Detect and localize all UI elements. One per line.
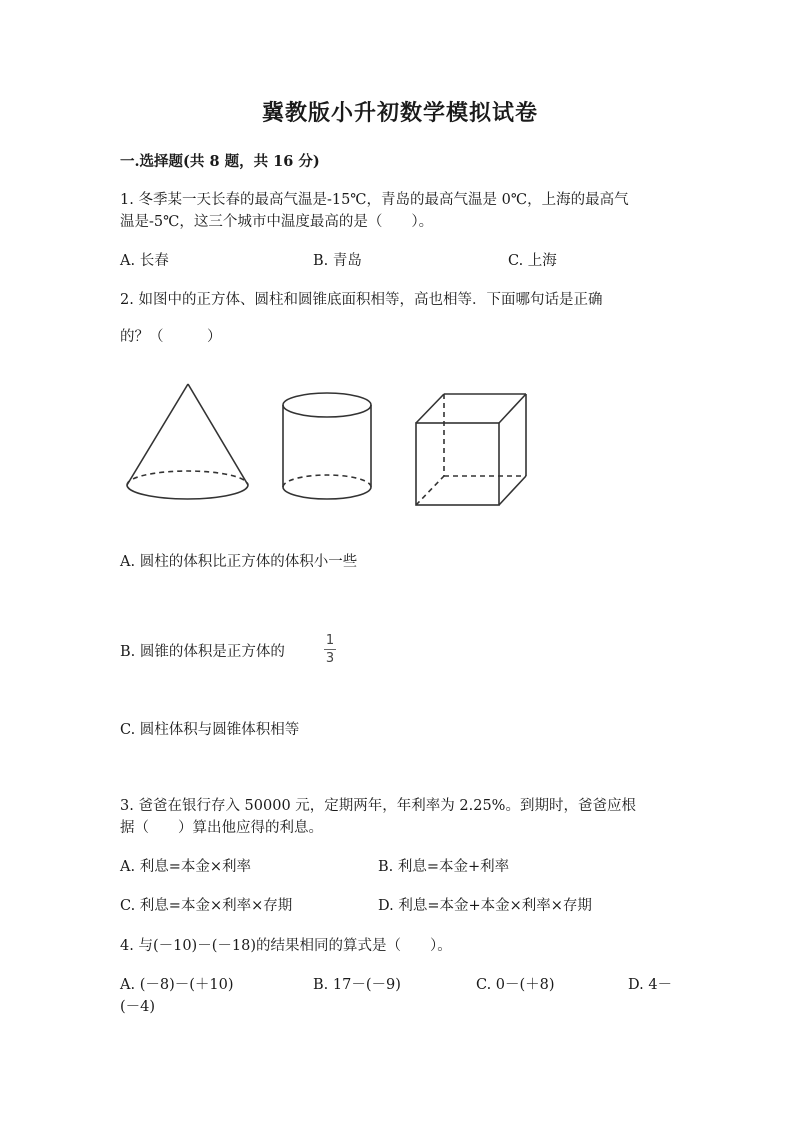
- q4-stem: 4. 与(－10)－(－18)的结果相同的算式是（ ）。: [120, 938, 452, 954]
- page-title: 冀教版小升初数学模拟试卷: [261, 100, 538, 126]
- q1-option-b[interactable]: B. 青岛: [313, 253, 362, 269]
- fraction-numerator: 1: [325, 633, 335, 648]
- q2-option-c[interactable]: C. 圆柱体积与圆锥体积相等: [120, 722, 300, 738]
- q4-option-c[interactable]: C. 0－(＋8): [476, 977, 555, 993]
- q4-option-a[interactable]: A. (－8)－(＋10): [120, 977, 234, 993]
- cube-figure: [416, 394, 526, 505]
- q3-option-c[interactable]: C. 利息=本金×利率×存期: [120, 898, 293, 914]
- q2-stem-line2: 的？（ ）: [120, 329, 222, 345]
- q3-option-a[interactable]: A. 利息=本金×利率: [120, 859, 251, 875]
- q4-option-d[interactable]: D. 4－: [628, 977, 673, 993]
- q3-option-d[interactable]: D. 利息=本金+本金×利率×存期: [378, 898, 592, 914]
- q2-option-a[interactable]: A. 圆柱的体积比正方体的体积小一些: [120, 554, 358, 570]
- q3-option-b[interactable]: B. 利息=本金+利率: [378, 859, 510, 875]
- cone-figure: [127, 384, 248, 499]
- cylinder-figure: [283, 393, 371, 499]
- section-heading: 一.选择题(共 8 题，共 16 分): [120, 153, 320, 170]
- q3-stem-line2: 据（ ）算出他应得的利息。: [120, 820, 323, 836]
- fraction-bar: [324, 649, 336, 650]
- fraction-denominator: 3: [325, 651, 335, 666]
- q1-stem-line2: 温是-5℃，这三个城市中温度最高的是（ ）。: [120, 214, 434, 230]
- q2-option-b[interactable]: B. 圆锥的体积是正方体的: [120, 644, 285, 660]
- q4-option-b[interactable]: B. 17－(－9): [313, 977, 401, 993]
- fraction-one-third: [323, 633, 337, 666]
- q1-option-a[interactable]: A. 长春: [120, 253, 169, 269]
- geometry-figures: [120, 375, 540, 515]
- q4-option-d-continued: (－4): [120, 999, 156, 1015]
- q3-stem-line1: 3. 爸爸在银行存入 50000 元，定期两年，年利率为 2.25%。到期时，爸爸应根: [120, 798, 636, 814]
- q1-option-c[interactable]: C. 上海: [508, 253, 557, 269]
- q1-stem-line1: 1. 冬季某一天长春的最高气温是-15℃，青岛的最高气温是 0℃，上海的最高气: [120, 192, 629, 208]
- q2-stem-line1: 2. 如图中的正方体、圆柱和圆锥底面积相等，高也相等．下面哪句话是正确: [120, 292, 603, 308]
